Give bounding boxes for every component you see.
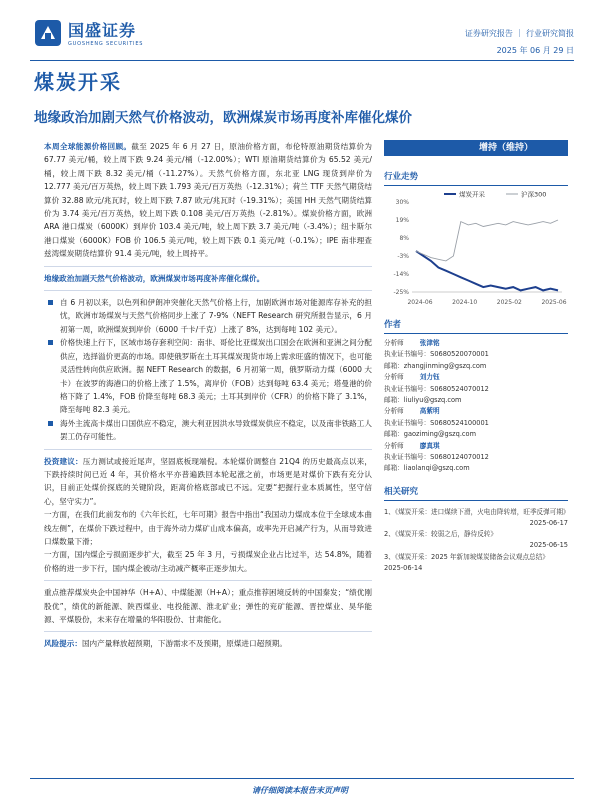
investment-lead: 投资建议：: [44, 456, 83, 466]
investment-advice: 投资建议：压力测试或接近尾声，坚固底板现端倪。本轮煤价调整自 21Q4 的历史最高点以来，下跌持续时间已近 4 年，其价格水平亦普遍跌回本轮起涨之前，市场更是对煤价下跌有充分认识，目前正处煤价探底的关键阶段，距离价格底部或已不远。定要“把握行业本质属性，坚守信心，坚守实力”。: [44, 456, 373, 506]
related-report-link[interactable]: 3、《煤炭开采：2025 年新加坡煤炭储备会议观点总结》: [384, 552, 549, 561]
x-tick-label: 2024-10: [452, 299, 478, 306]
bullet-item: 海外主流高卡煤出口国供应不稳定，澳大利亚因洪水导致煤炭供应不稳定，以及南非铁路工人罢工仍存可能性。: [44, 417, 372, 444]
recommendation-paragraph: 重点推荐煤炭央企中国神华（H+A）、中煤能源（H+A）；重点推荐困境反转的中国秦发；“绩优刚股优”，绩优的新能源、陕西煤业、电投能源、淮北矿业；弹性的兖矿能源、晋控煤业、昊华能源、平煤股份，未来存在增量的华阳股份、甘肃能化。: [44, 588, 372, 624]
sector-title: 煤炭开采: [34, 70, 122, 94]
analyst-email[interactable]: 邮箱：liaolanqi@gszq.com: [384, 464, 470, 473]
logo-cn: 国盛证券: [68, 21, 137, 40]
sidebar: [384, 140, 568, 574]
report-date: 2025-06-14: [384, 563, 423, 572]
y-tick-label: -3%: [397, 253, 409, 260]
divider: [44, 580, 372, 581]
headline: 地缘政治加剧天然气价格波动，欧洲煤炭市场再度补库催化煤价: [34, 110, 412, 126]
risk-warning: 风险提示：国内产量释放超预期，下游需求不及预期，原煤进口超预期。: [44, 639, 287, 649]
authors-title: 作者: [384, 318, 568, 334]
analyst-list: 分析师 张津铭 执业证书编号：S0680520070001 邮箱：zhangjinming@gszq.com 分析师 刘力钰 执业证书编号：S0680524070012 邮箱：liuliyu@gszq.com 分析师 高紫明 执业证书编号：S0680524100001 邮箱：gaoziming@gszq.com 分析师 廖真琪 执业证书编号：S0680124070012 邮箱：liaolanqi@gszq.com: [384, 338, 568, 475]
related-report-link[interactable]: 1、《煤炭开采：进口煤续下滑，火电由降转增，旺季反弹可期》: [384, 507, 570, 516]
footer-text: 请仔细阅读本报告末页声明: [252, 786, 348, 795]
y-tick-label: 8%: [399, 235, 409, 242]
divider: [44, 631, 372, 632]
divider: [44, 449, 372, 450]
series-line-1: [416, 220, 558, 261]
related-report-link[interactable]: 2、《煤炭开采：较弱之后，静待反转》: [384, 530, 497, 539]
analyst-email[interactable]: 邮箱：gaoziming@gszq.com: [384, 430, 476, 439]
section-title: 地缘政治加剧天然气价格波动，欧洲煤炭市场再度补库催化煤价。: [44, 273, 265, 283]
paragraph: 一方面，国内煤企亏损面逐步扩大，截至 25 年 3 月，亏损煤炭企业占比过半，达 54.8%，随着价格的进一步下行，国内煤企被动/主动减产概率正逐步加大。: [44, 550, 372, 573]
logo-mark-icon: [34, 19, 62, 47]
price-review-body: 截至 2025 年 6 月 27 日，原油价格方面，布伦特原油期货结算价为 67.77 美元/桶，较上周下跌 9.24 美元/桶（-12.00%）；WTI 原油期货结算价为 65.52 美元/桶，较上周下跌 8.32 美元/桶（-11.27%）。天然气价格方面，东北亚 LNG 现货到岸价为 12.777 美元/百万英热，较上周下跌 1.793 美元/百万英热（-12.31%）；荷兰 TTF 天然气期货结算价 32.88 欧元/兆瓦时，较上周下跌 7.87 欧元/兆瓦时（-19.31%）；美国 HH 天然气期货结算价为 3.74 美元/百万英热，较上周下跌 0.108 美元/百万英热（-2.81%）。煤炭价格方面，欧洲 ARA 港口煤炭（6000K）到岸价 103.4 美元/吨，较上周下跌 3.7 美元/吨（-3.4%）；纽卡斯尔港口煤炭（6000K）FOB 价 106.5 美元/吨，较上周下跌 0.1 美元/吨（-0.1%）；IPE 南非理查兹湾煤炭期货结算价 91.4 美元/吨，较上周持平。: [44, 142, 372, 259]
series-line-0: [416, 251, 558, 290]
related-title: 相关研究: [384, 485, 568, 501]
y-tick-label: 19%: [395, 217, 409, 224]
legend-label: 煤炭开采: [459, 190, 485, 199]
analyst-email[interactable]: 邮箱：liuliyu@gszq.com: [384, 396, 462, 405]
price-review-lead: 本周全球能源价格回顾。: [44, 142, 132, 151]
logo-en: GUOSHENG SECURITIES: [68, 41, 144, 47]
bullet-item: 自 6 月初以来，以色列和伊朗冲突催化天然气价格上行，加剧欧洲市场对能源库存补充的担忧，欧洲市场煤炭与天然气价格同步上涨了 7-9%（NEFT Research 研究所报告显示，6 月初第一周，欧洲煤炭到岸价（6000 千卡/千克）上涨了 8%，达到每吨 102 美元）。: [44, 296, 372, 336]
paragraph: 一方面，在我们此前发布的《六年长红，七年可期》报告中指出“我国动力煤成本位于全球成本曲线左侧”，在煤价下跌过程中，由于海外动力煤矿山成本偏高，或率先开启减产行为，从而导致进口煤数量下滑；: [44, 510, 372, 546]
price-review-paragraph: [44, 140, 372, 261]
analyst-email[interactable]: 邮箱：zhangjinming@gszq.com: [384, 361, 487, 370]
report-type: 证券研究报告 ｜ 行业研究简报: [464, 29, 574, 38]
legend-label: 沪深300: [521, 190, 547, 199]
analyst-name: 张津铭: [419, 339, 440, 347]
analyst-name: 刘力钰: [419, 373, 440, 382]
x-tick-label: 2025-02: [496, 299, 522, 306]
company-logo: [34, 18, 143, 47]
main-column: [44, 140, 372, 651]
bullet-icon: [48, 421, 53, 426]
analyst-name: 廖真琪: [419, 441, 440, 450]
y-tick-label: 30%: [395, 199, 409, 206]
bullet-item: 价格快速上行下，区域市场存套利空间：南非、哥伦比亚煤炭出口国会在欧洲和亚洲之间分配供应，选择溢价更高的市场。即使俄罗斯在土耳其煤炭现货市场上需求旺盛的情况下，也可能灵活性转向供应欧洲。据 NEFT Research 的数据，6 月初第一周，俄罗斯动力煤（6000 大卡）在波罗的海港口的价格上涨了 1.5%，离岸价（FOB）达到每吨 63.4 美元；塔曼港的价格下降了 1.4%，FOB 价降至每吨 68.3 美元；土耳其到岸价（CFR）的价格下降了 3.1%，降至每吨 82.3 美元。: [44, 336, 372, 416]
x-tick-label: 2024-06: [407, 299, 433, 306]
trend-title: 行业走势: [384, 170, 568, 186]
x-tick-label: 2025-06: [541, 299, 567, 306]
y-tick-label: -25%: [393, 289, 409, 296]
divider: [44, 266, 372, 267]
risk-lead: 风险提示：: [44, 639, 82, 649]
divider: [44, 290, 372, 291]
footer-divider: [30, 778, 574, 779]
rating-badge: 增持（维持）: [384, 140, 568, 156]
page-footer: [0, 778, 600, 800]
report-date: 2025-06-17: [529, 519, 568, 528]
header-divider: [30, 60, 574, 61]
bullet-icon: [48, 340, 53, 345]
trend-chart: [384, 188, 568, 308]
analyst-name: 高紫明: [419, 407, 440, 416]
y-tick-label: -14%: [393, 271, 409, 278]
report-date: 2025-06-15: [529, 541, 568, 550]
report-date: 2025 年 06 月 29 日: [496, 46, 574, 55]
page-header: [0, 0, 600, 58]
bullet-icon: [48, 300, 53, 305]
related-reports: [384, 507, 568, 574]
